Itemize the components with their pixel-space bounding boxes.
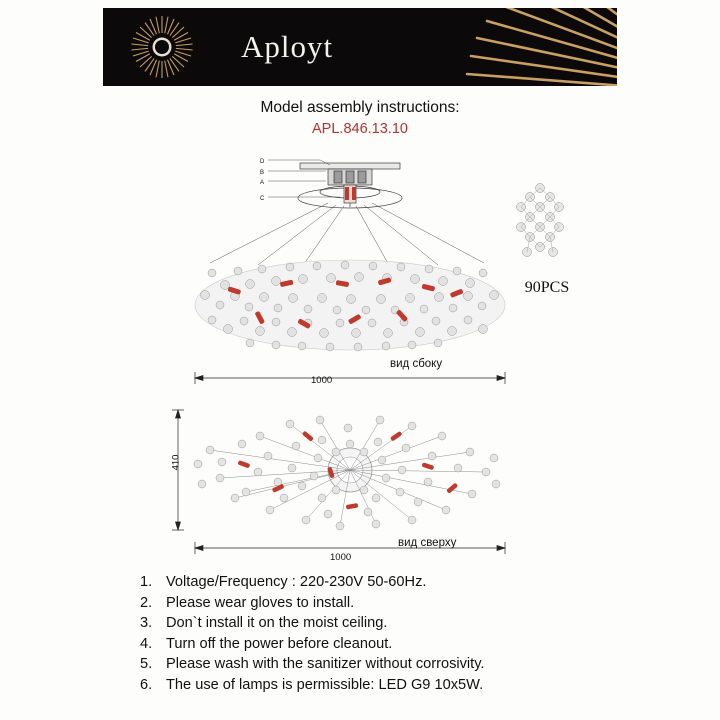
list-item-number: 1. xyxy=(140,574,153,590)
side-width-dimension: 1000 xyxy=(311,375,333,386)
svg-text:D: D xyxy=(260,159,265,165)
list-item xyxy=(140,572,610,593)
list-item-number: 4. xyxy=(140,635,153,652)
list-item-number: 5. xyxy=(140,656,153,673)
side-view-drawing xyxy=(150,145,550,395)
sunburst-icon xyxy=(129,14,195,80)
list-item-text: The use of lamps is permissible: LED G9 10x5W. xyxy=(166,676,484,693)
list-item-number: 3. xyxy=(140,615,153,632)
brand-banner xyxy=(103,8,617,86)
list-item xyxy=(140,675,610,696)
top-view-drawing xyxy=(150,398,550,563)
list-item-text: Voltage/Frequency : 220-230V 50-60Hz. xyxy=(166,574,427,590)
svg-text:A: A xyxy=(260,180,265,186)
svg-text:B: B xyxy=(260,170,265,176)
list-item xyxy=(140,634,610,655)
top-height-dimension: 410 xyxy=(170,454,182,471)
list-item xyxy=(140,613,610,634)
top-view-caption: вид сверху xyxy=(398,537,457,549)
page-title: Model assembly instructions: xyxy=(260,99,460,116)
list-item-text: Don`t install it on the moist ceiling. xyxy=(166,615,388,632)
model-code: APL.846.13.10 xyxy=(312,121,408,137)
list-item-text: Please wear gloves to install. xyxy=(166,594,355,611)
crystal-count-label: 90PCS xyxy=(524,279,570,296)
top-width-dimension: 1000 xyxy=(330,552,352,563)
instruction-list xyxy=(140,572,610,696)
brand-name: Aployt xyxy=(241,29,334,64)
list-item-number: 6. xyxy=(140,676,153,693)
crystal-sample-icon xyxy=(505,180,575,270)
fan-rays-icon xyxy=(397,8,617,86)
list-item-text: Turn off the power before cleanout. xyxy=(166,635,393,652)
list-item xyxy=(140,593,610,614)
svg-text:C: C xyxy=(260,196,265,202)
list-item xyxy=(140,654,610,675)
side-view-caption: вид сбоку xyxy=(390,358,443,370)
list-item-text: Please wash with the sanitizer without corrosivity. xyxy=(166,656,485,673)
list-item-number: 2. xyxy=(140,594,153,611)
